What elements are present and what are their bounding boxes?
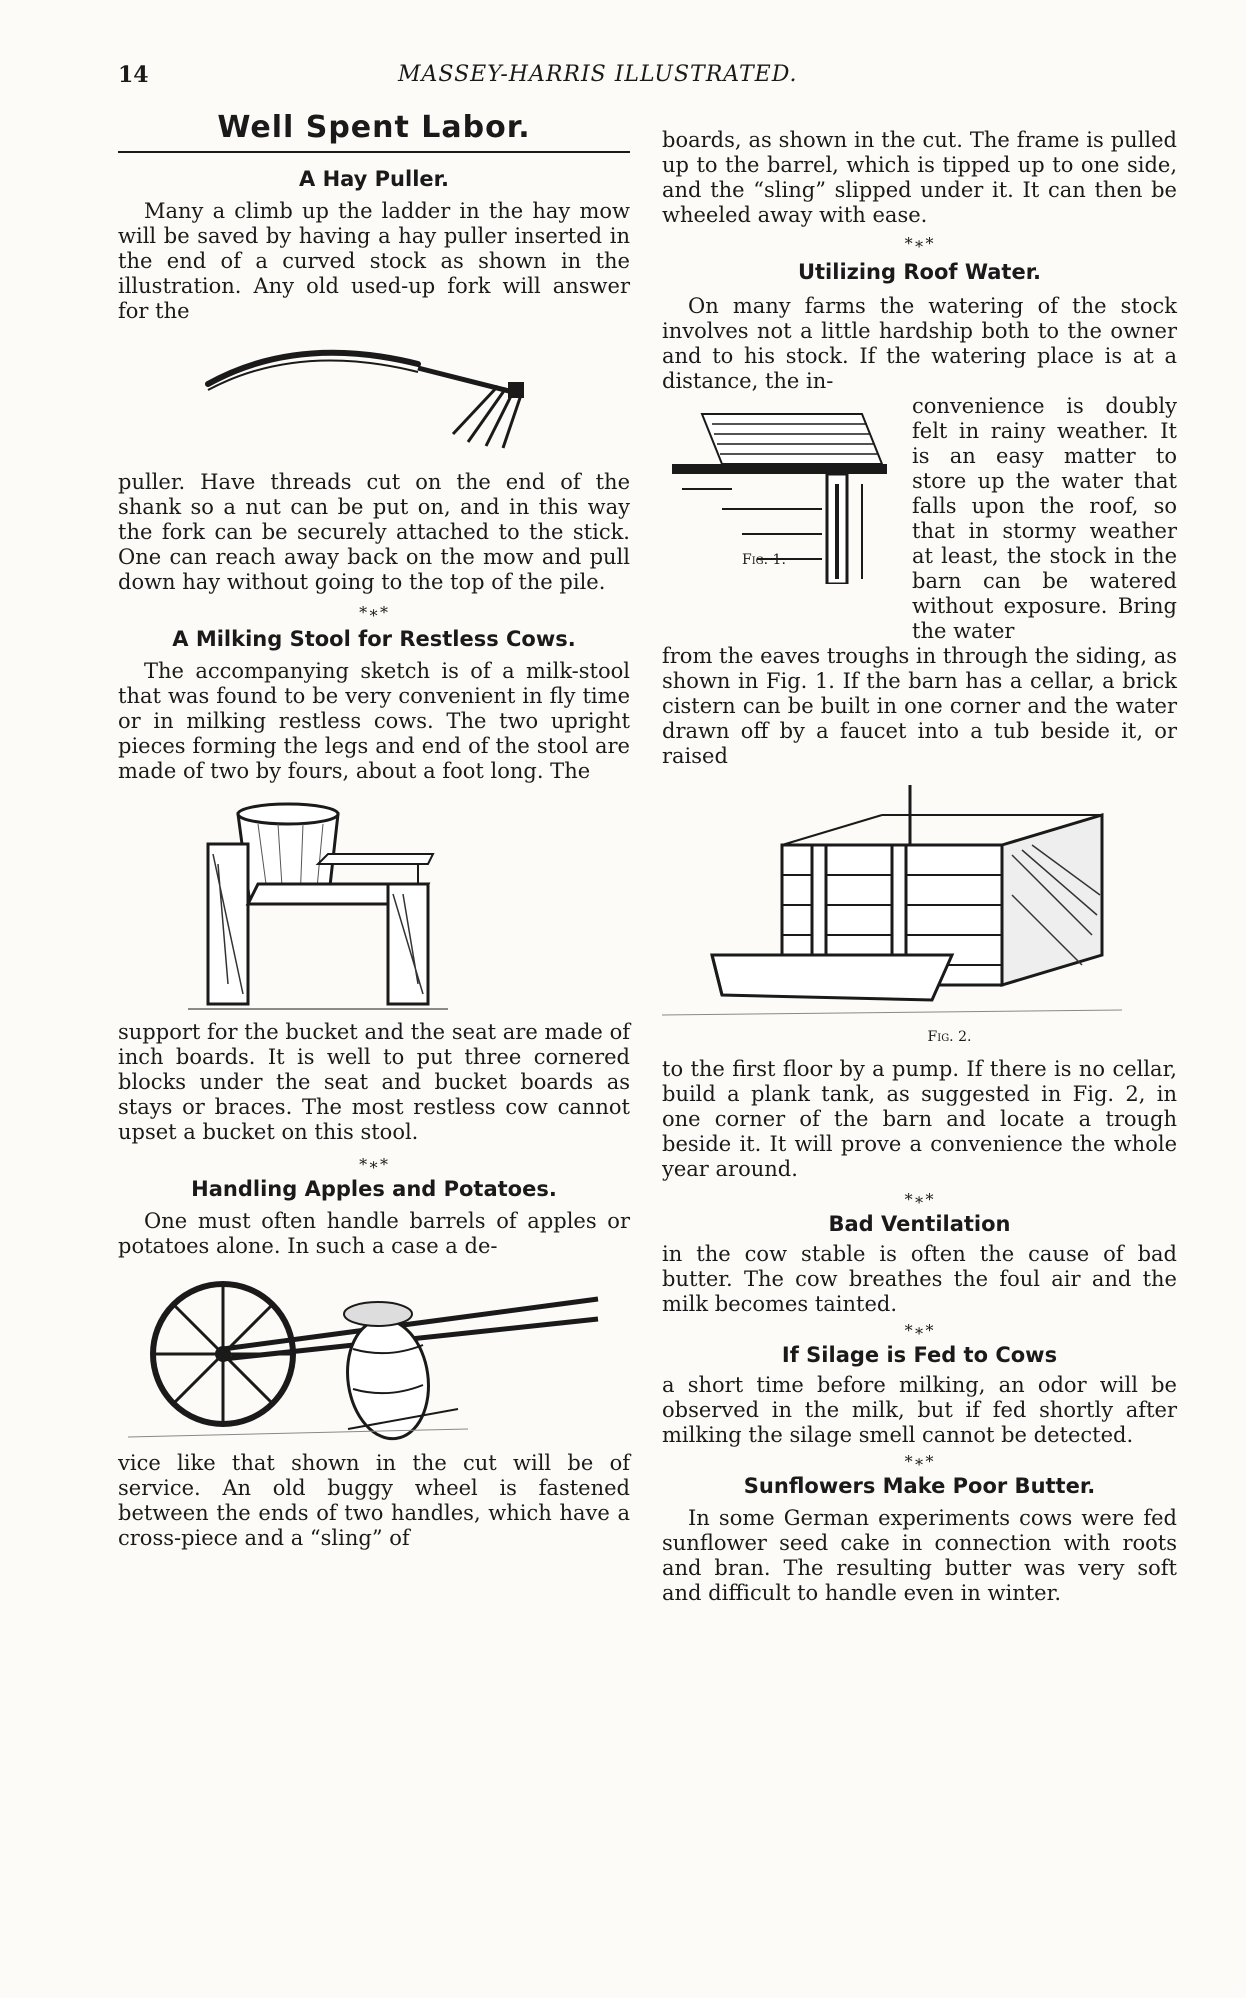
plank-tank-illustration	[662, 775, 1177, 1025]
ventilation-paragraph: in the cow stable is often the cause of bad butter. The cow breathes the foul air and the milk becomes tainted.	[662, 1242, 1177, 1316]
apples-paragraph-2: vice like that shown in the cut will be of service. An old buggy wheel is fastened between the ends of two handles, which have a cross-piece and a “sling” of	[118, 1451, 630, 1550]
figure-1	[662, 394, 912, 644]
section-divider-stars: *∗*	[904, 234, 935, 253]
roof-water-figure-row	[662, 394, 1177, 644]
apples-paragraph-1: One must often handle barrels of apples or potatoes alone. In such a case a de-	[118, 1209, 630, 1258]
apples-continuation: boards, as shown in the cut. The frame is pulled up to the barrel, which is tipped up to one side, and the “sling” slipped under it. It can then be wheeled away with ease.	[662, 128, 1177, 227]
page-header	[118, 62, 878, 102]
silage-title: If Silage is Fed to Cows	[781, 1343, 1058, 1367]
roof-water-paragraph-1: On many farms the watering of the stock involves not a little hardship both to the owner and to his stock. If the watering place is at a distance, the in-	[662, 294, 1177, 393]
hay-puller-paragraph-1: Many a climb up the ladder in the hay mow will be saved by having a hay puller inserted in the end of a curved stock as shown in the illustration. Any old used-up fork will answer for the	[118, 199, 630, 323]
hay-puller-title: A Hay Puller.	[299, 167, 449, 191]
milking-stool-illustration	[118, 784, 630, 1016]
roof-water-title: Utilizing Roof Water.	[797, 260, 1042, 284]
apples-title: Handling Apples and Potatoes.	[191, 1177, 557, 1201]
hay-puller-illustration	[118, 324, 630, 464]
section-divider-stars: *∗*	[904, 1452, 935, 1471]
roof-water-paragraph-wrap: convenience is doubly felt in rainy weather. It is an easy matter to store up the water that falls upon the roof, so that in stormy weather at least, the stock in the barn can be watered without exposure. Bring the water	[912, 394, 1177, 643]
roof-water-paragraph-3: to the first floor by a pump. If there is no cellar, build a plank tank, as suggested in Fig. 2, in one corner of the barn and locate a trough beside it. It will prove a convenience the whole year around.	[662, 1057, 1177, 1181]
hay-puller-paragraph-2: puller. Have threads cut on the end of the shank so a nut can be put on, and in this way the fork can be securely attached to the stick. One can reach away back on the mow and pull down hay without going to the top of the pile.	[118, 470, 630, 594]
milking-stool-title: A Milking Stool for Restless Cows.	[172, 627, 576, 651]
sunflowers-title: Sunflowers Make Poor Butter.	[743, 1474, 1096, 1498]
running-title: MASSEY-HARRIS ILLUSTRATED.	[398, 62, 798, 87]
main-title: Well Spent Labor.	[118, 100, 630, 153]
page-number: 14	[118, 62, 149, 88]
section-divider-stars: *∗*	[904, 1321, 935, 1340]
apple-cart-illustration	[118, 1259, 630, 1447]
milking-stool-paragraph-1: The accompanying sketch is of a milk-stool that was found to be very convenient in fly time or in milking restless cows. The two upright pieces forming the legs and end of the stool are made of two by fours, about a foot long. The	[118, 659, 630, 783]
figure-2-caption: Fig. 2.	[927, 1029, 972, 1045]
ventilation-title: Bad Ventilation	[828, 1212, 1011, 1236]
left-column	[118, 100, 630, 1551]
section-divider-stars: *∗*	[359, 1155, 389, 1174]
figure-1-caption: Fig. 1.	[742, 552, 786, 568]
sunflowers-paragraph: In some German experiments cows were fed sunflower seed cake in connection with roots and bran. The resulting butter was very soft and difficult to handle even in winter.	[662, 1506, 1177, 1605]
section-divider-stars: *∗*	[359, 603, 389, 622]
roof-water-wrapped-text	[912, 394, 1177, 644]
right-column	[662, 100, 1177, 1606]
section-divider-stars: *∗*	[904, 1190, 935, 1209]
milking-stool-paragraph-2: support for the bucket and the seat are made of inch boards. It is well to put three cornered blocks under the seat and bucket boards as stays or braces. The most restless cow cannot upset a bucket on this stool.	[118, 1020, 630, 1144]
silage-paragraph: a short time before milking, an odor will be observed in the milk, but if fed shortly after milking the silage smell cannot be detected.	[662, 1373, 1177, 1447]
roof-water-paragraph-2: from the eaves troughs in through the siding, as shown in Fig. 1. If the barn has a cellar, a brick cistern can be built in one corner and the water drawn off by a faucet into a tub beside it, or raised	[662, 644, 1177, 768]
